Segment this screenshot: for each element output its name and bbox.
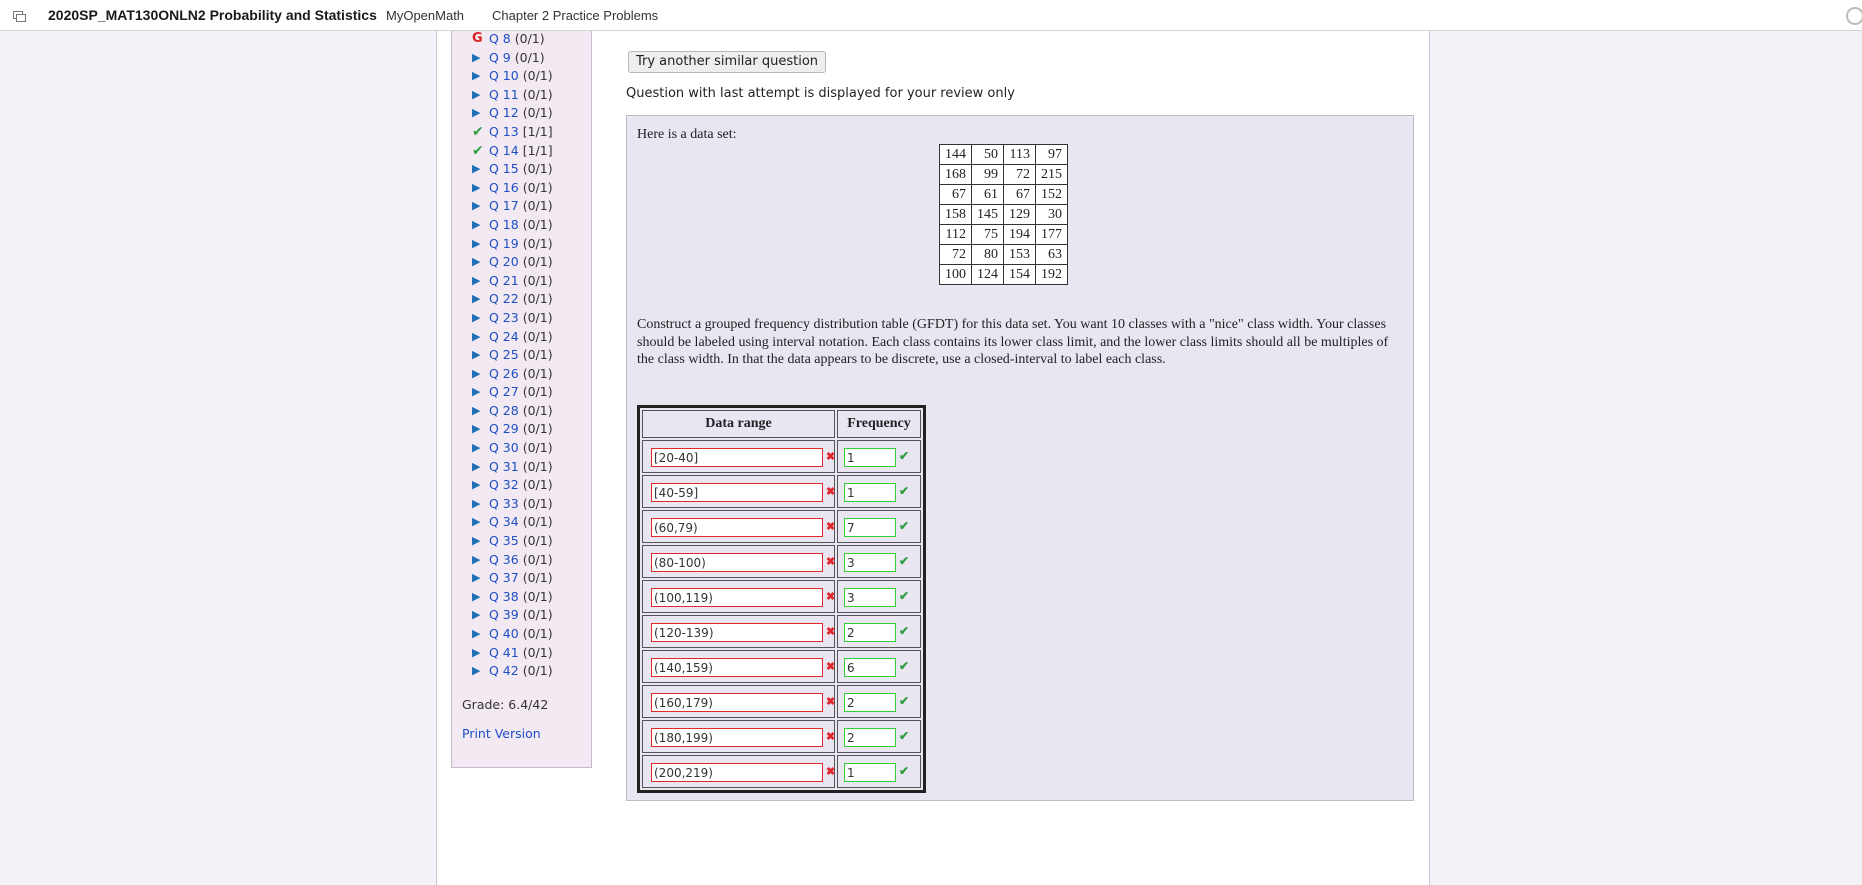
question-nav-item[interactable] [472, 253, 553, 272]
incorrect-icon: ✖ [826, 731, 836, 743]
correct-icon: ✔ [899, 449, 910, 463]
question-nav-item[interactable] [472, 420, 553, 439]
question-link[interactable]: Q 13 [489, 123, 519, 139]
question-nav-item[interactable] [472, 346, 553, 365]
gfdt-row [642, 440, 921, 473]
correct-icon: ✔ [899, 484, 910, 498]
frequency-cell [837, 685, 921, 718]
question-link[interactable]: Q 42 [489, 663, 519, 679]
gfdt-row [642, 650, 921, 683]
question-score: (0/1) [522, 533, 553, 549]
play-icon: ▶ [472, 515, 481, 529]
range-cell [642, 475, 835, 508]
play-icon: ▶ [472, 273, 481, 287]
play-icon: ▶ [472, 571, 481, 585]
play-icon: ▶ [472, 162, 481, 176]
question-link[interactable]: Q 9 [489, 49, 511, 65]
gfdt-row [642, 580, 921, 613]
data-cell: 194 [1004, 225, 1036, 245]
gfdt-row [642, 475, 921, 508]
question-nav-item[interactable] [472, 142, 553, 161]
reload-icon[interactable] [1846, 7, 1862, 25]
question-score: (0/1) [522, 551, 553, 567]
question-link[interactable]: Q 20 [489, 254, 519, 270]
frequency-input[interactable] [844, 483, 896, 502]
frequency-input[interactable] [844, 693, 896, 712]
question-list [472, 30, 553, 681]
play-icon: ▶ [472, 664, 481, 678]
question-score: (0/1) [522, 663, 553, 679]
data-cell: 158 [940, 205, 972, 225]
range-cell [642, 755, 835, 788]
question-score: (0/1) [522, 198, 553, 214]
question-score: (0/1) [522, 68, 553, 84]
question-box [626, 115, 1414, 801]
question-link[interactable]: Q 16 [489, 179, 519, 195]
question-score: (0/1) [522, 216, 553, 232]
play-icon: ▶ [472, 180, 481, 194]
question-link[interactable]: Q 33 [489, 495, 519, 511]
course-title[interactable]: 2020SP_MAT130ONLN2 Probability and Statistics [48, 7, 377, 23]
frequency-cell [837, 440, 921, 473]
data-set-table [939, 144, 1068, 285]
gfdt-row [642, 615, 921, 648]
question-nav-item[interactable] [472, 383, 553, 402]
play-icon: ▶ [472, 348, 481, 362]
data-range-input[interactable] [651, 518, 823, 537]
question-link[interactable]: Q 21 [489, 272, 519, 288]
question-score: (0/1) [522, 291, 553, 307]
question-nav-item[interactable] [472, 439, 553, 458]
top-bar [0, 0, 1862, 31]
data-row [940, 265, 1068, 285]
data-cell: 67 [940, 185, 972, 205]
frequency-input[interactable] [844, 588, 896, 607]
play-icon: ▶ [472, 608, 481, 622]
play-icon: ▶ [472, 292, 481, 306]
question-link[interactable]: Q 8 [489, 31, 511, 46]
gfdt-row [642, 685, 921, 718]
incorrect-icon: ✖ [826, 591, 836, 603]
question-link[interactable]: Q 37 [489, 570, 519, 586]
play-icon: ▶ [472, 329, 481, 343]
question-score: (0/1) [522, 365, 553, 381]
question-score: (0/1) [522, 644, 553, 660]
data-row [940, 165, 1068, 185]
question-link[interactable]: Q 19 [489, 235, 519, 251]
question-nav-item[interactable] [472, 49, 553, 68]
data-cell: 61 [972, 185, 1004, 205]
data-range-input[interactable] [651, 553, 823, 572]
question-nav-item[interactable] [472, 476, 553, 495]
header-frequency: Frequency [837, 410, 921, 438]
range-cell [642, 720, 835, 753]
gfdt-row [642, 510, 921, 543]
incorrect-icon: ✖ [826, 696, 836, 708]
question-link[interactable]: Q 23 [489, 309, 519, 325]
question-score: (0/1) [522, 347, 553, 363]
question-link[interactable]: Q 18 [489, 216, 519, 232]
correct-icon: ✔ [899, 589, 910, 603]
data-cell: 100 [940, 265, 972, 285]
data-cell: 99 [972, 165, 1004, 185]
data-range-input[interactable] [651, 483, 823, 502]
question-score: (0/1) [522, 421, 553, 437]
question-score: (0/1) [522, 309, 553, 325]
gfdt-table [637, 405, 926, 793]
data-cell: 154 [1004, 265, 1036, 285]
data-cell: 63 [1036, 245, 1068, 265]
question-score: (0/1) [522, 235, 553, 251]
range-cell [642, 580, 835, 613]
question-link[interactable]: Q 31 [489, 458, 519, 474]
play-icon: ▶ [472, 552, 481, 566]
play-icon: ▶ [472, 403, 481, 417]
question-nav-item[interactable] [472, 606, 553, 625]
question-score: (0/1) [522, 254, 553, 270]
data-cell: 129 [1004, 205, 1036, 225]
frequency-input[interactable] [844, 763, 896, 782]
question-link[interactable]: Q 30 [489, 440, 519, 456]
review-note: Question with last attempt is displayed for your review only [626, 86, 1015, 101]
frequency-cell [837, 475, 921, 508]
correct-icon: ✔ [899, 764, 910, 778]
data-cell: 145 [972, 205, 1004, 225]
frequency-cell [837, 720, 921, 753]
question-score: (0/1) [522, 272, 553, 288]
correct-icon: ✔ [899, 519, 910, 533]
question-nav-item[interactable] [472, 551, 553, 570]
question-link[interactable]: Q 25 [489, 347, 519, 363]
play-icon: ▶ [472, 459, 481, 473]
play-icon: ▶ [472, 69, 481, 83]
frequency-cell [837, 580, 921, 613]
data-cell: 75 [972, 225, 1004, 245]
question-nav-item[interactable] [472, 272, 553, 291]
question-score: (0/1) [522, 588, 553, 604]
range-cell [642, 510, 835, 543]
question-score: [1/1] [522, 123, 553, 139]
play-icon: ▶ [472, 236, 481, 250]
incorrect-icon: ✖ [826, 766, 836, 778]
question-nav-item[interactable] [472, 365, 553, 384]
question-link[interactable]: Q 34 [489, 514, 519, 530]
question-intro: Here is a data set: [637, 127, 737, 142]
play-icon: ▶ [472, 422, 481, 436]
question-score: (0/1) [514, 49, 545, 65]
question-nav-item[interactable] [472, 644, 553, 663]
play-icon: ▶ [472, 589, 481, 603]
check-icon: ✔ [472, 142, 484, 159]
play-icon: ▶ [472, 627, 481, 640]
data-row [940, 145, 1068, 165]
question-nav-item[interactable] [472, 402, 553, 421]
data-row [940, 185, 1068, 205]
question-nav-item[interactable] [472, 216, 553, 235]
question-nav-item[interactable] [472, 179, 553, 198]
question-score: (0/1) [522, 328, 553, 344]
question-link[interactable]: Q 36 [489, 551, 519, 567]
question-nav-item[interactable] [472, 625, 553, 644]
data-cell: 30 [1036, 205, 1068, 225]
print-version-link[interactable]: Print Version [462, 726, 541, 741]
question-sidebar [451, 31, 592, 768]
question-link[interactable]: Q 12 [489, 105, 519, 121]
frequency-input[interactable] [844, 623, 896, 642]
range-cell [642, 650, 835, 683]
question-link[interactable]: Q 15 [489, 161, 519, 177]
frequency-cell [837, 510, 921, 543]
correct-icon: ✔ [899, 624, 910, 638]
play-icon: ▶ [472, 310, 481, 324]
question-nav-item[interactable] [472, 104, 553, 123]
play-icon: ▶ [472, 87, 481, 101]
question-link[interactable]: Q 24 [489, 328, 519, 344]
question-nav-item[interactable] [472, 67, 553, 86]
frequency-input[interactable] [844, 518, 896, 537]
question-link[interactable]: Q 22 [489, 291, 519, 307]
gfdt-header-row [642, 410, 921, 438]
play-icon: ▶ [472, 496, 481, 510]
question-score: (0/1) [522, 626, 553, 641]
data-cell: 177 [1036, 225, 1068, 245]
data-range-input[interactable] [651, 763, 823, 782]
data-cell: 153 [1004, 245, 1036, 265]
question-nav-item[interactable] [472, 309, 553, 328]
question-score: (0/1) [522, 607, 553, 623]
question-nav-item[interactable] [472, 197, 553, 216]
question-link[interactable]: Q 40 [489, 626, 519, 641]
question-nav-item[interactable] [472, 123, 553, 142]
question-nav-item[interactable] [472, 290, 553, 309]
gfdt-row [642, 755, 921, 788]
question-score: (0/1) [522, 105, 553, 121]
play-icon: ▶ [472, 478, 481, 492]
correct-icon: ✔ [899, 729, 910, 743]
data-cell: 67 [1004, 185, 1036, 205]
data-cell: 112 [940, 225, 972, 245]
frequency-input[interactable] [844, 658, 896, 677]
question-score: (0/1) [514, 31, 545, 46]
gfdt-row [642, 545, 921, 578]
question-link[interactable]: Q 10 [489, 68, 519, 84]
data-row [940, 205, 1068, 225]
partial-icon: G [472, 31, 483, 46]
incorrect-icon: ✖ [826, 661, 836, 673]
question-nav-item[interactable] [472, 532, 553, 551]
question-nav-item[interactable] [472, 328, 553, 347]
question-link[interactable]: Q 41 [489, 644, 519, 660]
question-link[interactable]: Q 26 [489, 365, 519, 381]
incorrect-icon: ✖ [826, 521, 836, 533]
question-score: [1/1] [522, 142, 553, 158]
data-cell: 152 [1036, 185, 1068, 205]
question-nav-item[interactable] [472, 458, 553, 477]
question-nav-item[interactable] [472, 495, 553, 514]
play-icon: ▶ [472, 199, 481, 213]
incorrect-icon: ✖ [826, 556, 836, 568]
frequency-cell [837, 545, 921, 578]
data-row [940, 225, 1068, 245]
question-link[interactable]: Q 35 [489, 533, 519, 549]
question-nav-item[interactable] [472, 662, 553, 681]
question-link[interactable]: Q 39 [489, 607, 519, 623]
data-cell: 124 [972, 265, 1004, 285]
question-score: (0/1) [522, 440, 553, 456]
question-instructions: Construct a grouped frequency distribution table (GFDT) for this data set. You want 10 classes with a "nice" class width. Your classes should be labeled using interval notation. Each class contains its lower class limit, and the lower class limits should all be multiples of the class width. In that the data appears to be discrete, use a closed-interval to label each class. [637, 317, 1389, 367]
data-cell: 80 [972, 245, 1004, 265]
question-score: (0/1) [522, 402, 553, 418]
question-nav-item[interactable] [472, 160, 553, 179]
data-cell: 72 [940, 245, 972, 265]
question-nav-item[interactable] [472, 235, 553, 254]
question-nav-item[interactable] [472, 513, 553, 532]
play-icon: ▶ [472, 366, 481, 380]
question-nav-item[interactable] [472, 588, 553, 607]
incorrect-icon: ✖ [826, 451, 836, 463]
frequency-cell [837, 615, 921, 648]
question-score: (0/1) [522, 86, 553, 102]
frequency-cell [837, 650, 921, 683]
data-range-input[interactable] [651, 448, 823, 467]
question-link[interactable]: Q 32 [489, 477, 519, 493]
question-link[interactable]: Q 11 [489, 86, 519, 102]
grade-text: Grade: 6.4/42 [462, 697, 549, 712]
frequency-input[interactable] [844, 448, 896, 467]
question-score: (0/1) [522, 161, 553, 177]
breadcrumb-myopenmath[interactable]: MyOpenMath [386, 8, 465, 23]
breadcrumb-assessment[interactable]: Chapter 2 Practice Problems [492, 8, 659, 23]
data-cell: 113 [1004, 145, 1036, 165]
range-cell [642, 440, 835, 473]
question-link[interactable]: Q 14 [489, 142, 519, 158]
data-row [940, 245, 1068, 265]
question-link[interactable]: Q 29 [489, 421, 519, 437]
frequency-input[interactable] [844, 553, 896, 572]
question-link[interactable]: Q 28 [489, 402, 519, 418]
play-icon: ▶ [472, 50, 481, 64]
data-range-input[interactable] [651, 728, 823, 747]
question-nav-item[interactable] [472, 86, 553, 105]
data-cell: 215 [1036, 165, 1068, 185]
frequency-input[interactable] [844, 728, 896, 747]
range-cell [642, 545, 835, 578]
play-icon: ▶ [472, 534, 481, 548]
correct-icon: ✔ [899, 659, 910, 673]
data-cell: 50 [972, 145, 1004, 165]
incorrect-icon: ✖ [826, 486, 836, 498]
range-cell [642, 685, 835, 718]
question-score: (0/1) [522, 179, 553, 195]
range-cell [642, 615, 835, 648]
frequency-cell [837, 755, 921, 788]
play-icon: ▶ [472, 106, 481, 120]
incorrect-icon: ✖ [826, 626, 836, 638]
question-score: (0/1) [522, 477, 553, 493]
question-score: (0/1) [522, 514, 553, 530]
question-score: (0/1) [522, 570, 553, 586]
correct-icon: ✔ [899, 554, 910, 568]
header-data-range: Data range [642, 410, 835, 438]
data-cell: 144 [940, 145, 972, 165]
data-range-input[interactable] [651, 693, 823, 712]
window-icon[interactable] [13, 11, 26, 22]
question-link[interactable]: Q 27 [489, 384, 519, 400]
play-icon: ▶ [472, 645, 481, 659]
question-nav-item[interactable] [472, 569, 553, 588]
question-link[interactable]: Q 38 [489, 588, 519, 604]
question-link[interactable]: Q 17 [489, 198, 519, 214]
question-nav-item[interactable] [472, 30, 553, 49]
data-cell: 168 [940, 165, 972, 185]
correct-icon: ✔ [899, 694, 910, 708]
check-icon: ✔ [472, 123, 484, 140]
play-icon: ▶ [472, 385, 481, 399]
data-cell: 97 [1036, 145, 1068, 165]
data-range-input[interactable] [651, 623, 823, 642]
question-score: (0/1) [522, 495, 553, 511]
data-cell: 72 [1004, 165, 1036, 185]
play-icon: ▶ [472, 441, 481, 455]
question-score: (0/1) [522, 384, 553, 400]
data-cell: 192 [1036, 265, 1068, 285]
play-icon: ▶ [472, 255, 481, 269]
play-icon: ▶ [472, 217, 481, 231]
question-score: (0/1) [522, 458, 553, 474]
data-range-input[interactable] [651, 658, 823, 677]
data-range-input[interactable] [651, 588, 823, 607]
gfdt-row [642, 720, 921, 753]
try-similar-question-button[interactable]: Try another similar question [628, 51, 826, 73]
